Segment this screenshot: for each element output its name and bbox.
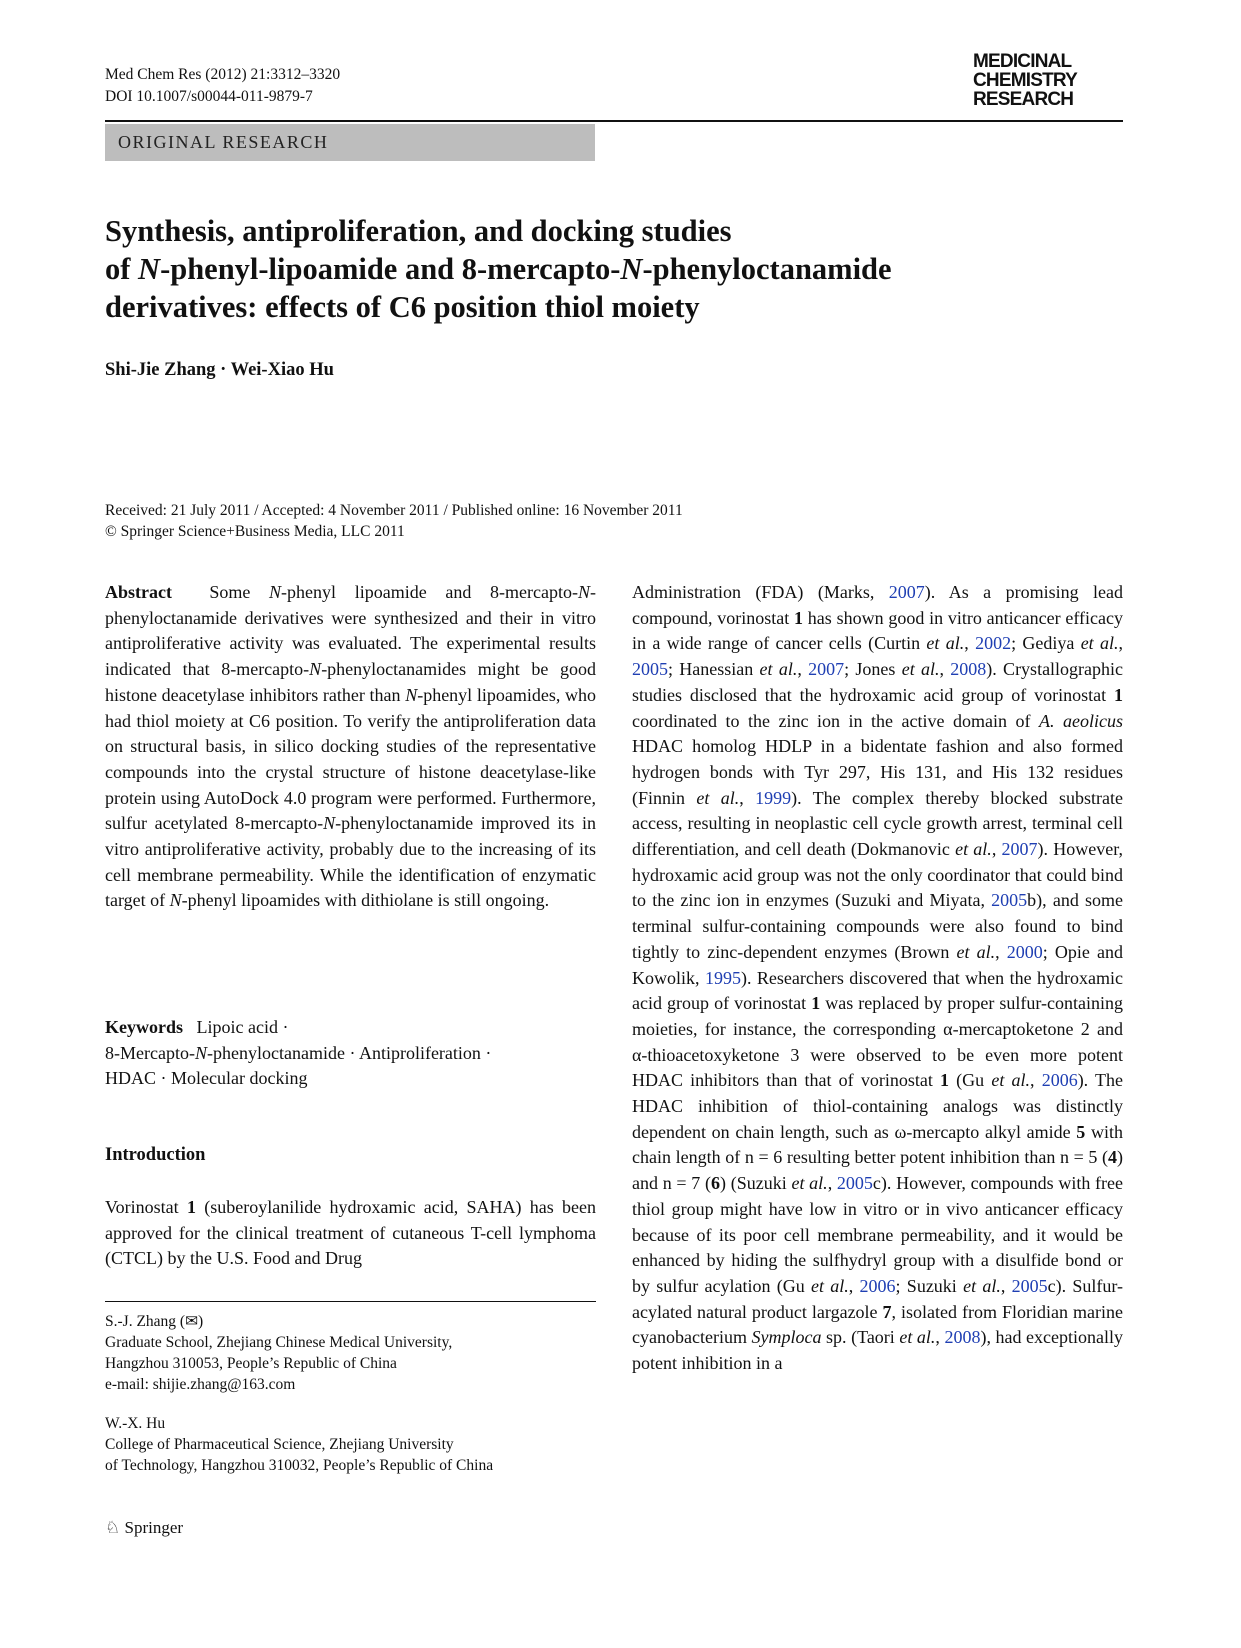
title-line-2: of N-phenyl-lipoamide and 8-mercapto-N-phenyloctanamide — [105, 252, 892, 286]
logo-line-3: RESEARCH — [973, 89, 1074, 110]
publisher-footer — [105, 1518, 183, 1538]
keyword-item: 8-Mercapto-N-phenyloctanamide — [105, 1042, 345, 1063]
journal-meta — [105, 64, 340, 108]
introduction-text: Vorinostat 1 (suberoylanilide hydroxamic acid, SAHA) has been approved for the clinical treatment of cutaneous T-cell lymphoma (CTCL) by the U.S. Food and Drug — [105, 1197, 596, 1269]
article-title — [105, 212, 1105, 326]
journal-citation: Med Chem Res (2012) 21:3312–3320 — [105, 66, 341, 83]
abstract — [105, 580, 596, 914]
keywords: Keywords Lipoic acid · 8-Mercapto-N-phenyloctanamide · Antiproliferation · HDAC · Molecular docking — [105, 1017, 492, 1089]
section-label: ORIGINAL RESEARCH — [118, 132, 329, 152]
affiliation-name: W.-X. Hu — [105, 1415, 166, 1432]
abstract-text: Some N-phenyl lipoamide and 8-mercapto-N-phenyloctanamide derivatives were synthesized and their in vitro antiproliferative activity was evaluated. The experimental results indicated that 8-mercapto-N-phenyloctanamides might be good histone deacetylase inhibitors rather than N-phenyl lipoamides, who had thiol moiety at C6 position. To verify the antiproliferation data on structural basis, in silico docking studies of the representative compounds into the crystal structure of histone deacetylase-like protein using AutoDock 4.0 program were performed. Furthermore, sulfur acetylated 8-mercapto-N-phenyloctanamide improved its in vitro antiproliferative activity, probably due to the increasing of its cell membrane permeability. While the identification of enzymatic target of N-phenyl lipoamides with dithiolane is still ongoing. — [105, 582, 596, 911]
keyword-item: HDAC — [105, 1068, 157, 1089]
affiliation-email[interactable]: e-mail: shijie.zhang@163.com — [105, 1376, 296, 1393]
authors: Shi-Jie Zhang · Wei-Xiao Hu — [105, 360, 334, 380]
keywords-label: Keywords — [105, 1017, 183, 1037]
doi[interactable]: DOI 10.1007/s00044-011-9879-7 — [105, 88, 313, 105]
keyword-item: Lipoic acid — [196, 1017, 278, 1037]
affiliation-line: Graduate School, Zhejiang Chinese Medical University, — [105, 1334, 453, 1351]
affiliation-line: Hangzhou 310053, People’s Republic of China — [105, 1355, 397, 1372]
article-history — [105, 500, 683, 542]
abstract-label: Abstract — [105, 582, 172, 602]
title-line-1: Synthesis, antiproliferation, and docking studies — [105, 214, 732, 248]
publisher-name: Springer — [124, 1518, 184, 1537]
keyword-item: Molecular docking — [171, 1068, 308, 1089]
copyright: © Springer Science+Business Media, LLC 2011 — [105, 523, 405, 540]
title-line-3: derivatives: effects of C6 position thiol moiety — [105, 290, 700, 324]
affiliation-name: S.-J. Zhang (✉) — [105, 1313, 204, 1330]
logo-line-2: CHEMISTRY — [973, 70, 1077, 91]
affiliation-1 — [105, 1311, 596, 1395]
introduction-heading: Introduction — [105, 1145, 206, 1165]
journal-logo — [973, 52, 1123, 109]
logo-line-1: MEDICINAL — [973, 51, 1072, 72]
affiliation-line: College of Pharmaceutical Science, Zhejiang University — [105, 1436, 454, 1453]
affiliation-2 — [105, 1413, 596, 1476]
dates: Received: 21 July 2011 / Accepted: 4 November 2011 / Published online: 16 November 2011 — [105, 502, 683, 519]
keyword-item: Antiproliferation — [358, 1042, 481, 1063]
springer-horse-icon: ♘ — [105, 1518, 121, 1537]
footnote-rule — [105, 1301, 596, 1302]
right-column-text: Administration (FDA) (Marks, 2007). As a promising lead compound, vorinostat 1 has shown good in vitro anticancer efficacy in a wide range of cancer cells (Curtin et al., 2002; Gediya et al., 2005; Hanessian et al., 2007; Jones et al., 2008). Crystallographic studies disclosed that the hydroxamic acid group of vorinostat 1 coordinated to the zinc ion in the active domain of A. aeolicus HDAC homolog HDLP in a bidentate fashion and also formed hydrogen bonds with Tyr 297, His 131, and His 132 residues (Finnin et al., 1999). The complex thereby blocked substrate access, resulting in neoplastic cell cycle growth arrest, terminal cell differentiation, and cell death (Dokmanovic et al., 2007). However, hydroxamic acid group was not the only coordinator that could bind to the zinc ion in enzymes (Suzuki and Miyata, 2005b), and some terminal sulfur-containing compounds were also found to bind tightly to zinc-dependent enzymes (Brown et al., 2000; Opie and Kowolik, 1995). Researchers discovered that when the hydroxamic acid group of vorinostat 1 was replaced by proper sulfur-containing moieties, for instance, the corresponding α-mercaptoketone 2 and α-thioacetoxyketone 3 were observed to be even more potent HDAC inhibitors than that of vorinostat 1 (Gu et al., 2006). The HDAC inhibition of thiol-containing analogs was distinctly dependent on chain length, such as ω-mercapto alkyl amide 5 with chain length of n = 6 resulting better potent inhibition than n = 5 (4) and n = 7 (6) (Suzuki et al., 2005c). However, compounds with free thiol group might have low in vitro or in vivo anticancer efficacy because of its poor cell membrane permeability, and it would be enhanced by hiding the sulfhydryl group with a disulfide bond or by sulfur acylation (Gu et al., 2006; Suzuki et al., 2005c). Sulfur-acylated natural product largazole 7, isolated from Floridian marine cyanobacterium Symploca sp. (Taori et al., 2008), had exceptionally potent inhibition in a — [632, 582, 1124, 1374]
header-rule — [105, 120, 1123, 122]
affiliation-line: of Technology, Hangzhou 310032, People’s Republic of China — [105, 1457, 494, 1474]
